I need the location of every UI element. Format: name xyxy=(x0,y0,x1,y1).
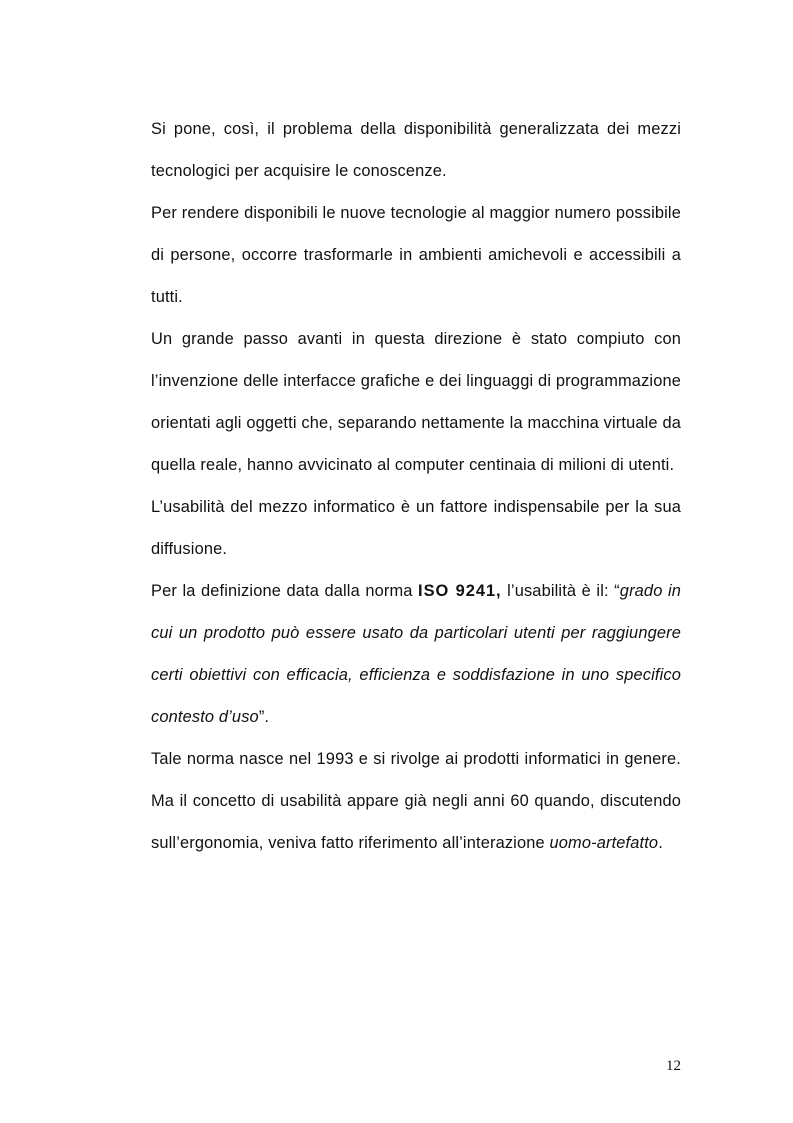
iso-standard: ISO 9241, xyxy=(418,582,502,600)
paragraph-availability: Si pone, così, il problema della disponibilità generalizzata dei mezzi tecnologici per acquisire le conoscenze. xyxy=(151,120,681,180)
paragraph-interfaces: Un grande passo avanti in questa direzione è stato compiuto con l’invenzione delle interfacce grafiche e dei linguaggi di programmazione orientati agli oggetti che, separando nettamente la macchina virtuale da quella reale, hanno avvicinato al computer centinaia di milioni di utenti. xyxy=(151,330,681,474)
paragraph-iso-definition xyxy=(151,570,681,738)
history-emphasis: uomo-artefatto xyxy=(549,834,659,852)
body-text xyxy=(151,108,681,864)
iso-prefix: Per la definizione data dalla norma xyxy=(151,582,419,600)
paragraph-usability: L’usabilità del mezzo informatico è un fattore indispensabile per la sua diffusione. xyxy=(151,498,681,558)
history-text: Tale norma nasce nel 1993 e si rivolge ai prodotti informatici in genere. Ma il concetto di usabilità appare già negli anni 60 quando, discutendo sull’ergonomia, veniva fatto riferimento all’interazione xyxy=(151,750,681,852)
iso-suffix: ”. xyxy=(258,708,270,726)
paragraph-technologies: Per rendere disponibili le nuove tecnologie al maggior numero possibile di persone, occorre trasformarle in ambienti amichevoli e accessibili a tutti. xyxy=(151,204,681,306)
iso-middle: l’usabilità è il: “ xyxy=(501,582,620,600)
paragraph-norm-history xyxy=(151,738,681,864)
page-number: 12 xyxy=(666,1058,681,1074)
history-suffix: . xyxy=(658,834,663,852)
iso-quote: grado in cui un prodotto può essere usato da particolari utenti per raggiungere certi obiettivi con efficacia, efficienza e soddisfazione in uno specifico contesto d’uso xyxy=(151,582,682,726)
